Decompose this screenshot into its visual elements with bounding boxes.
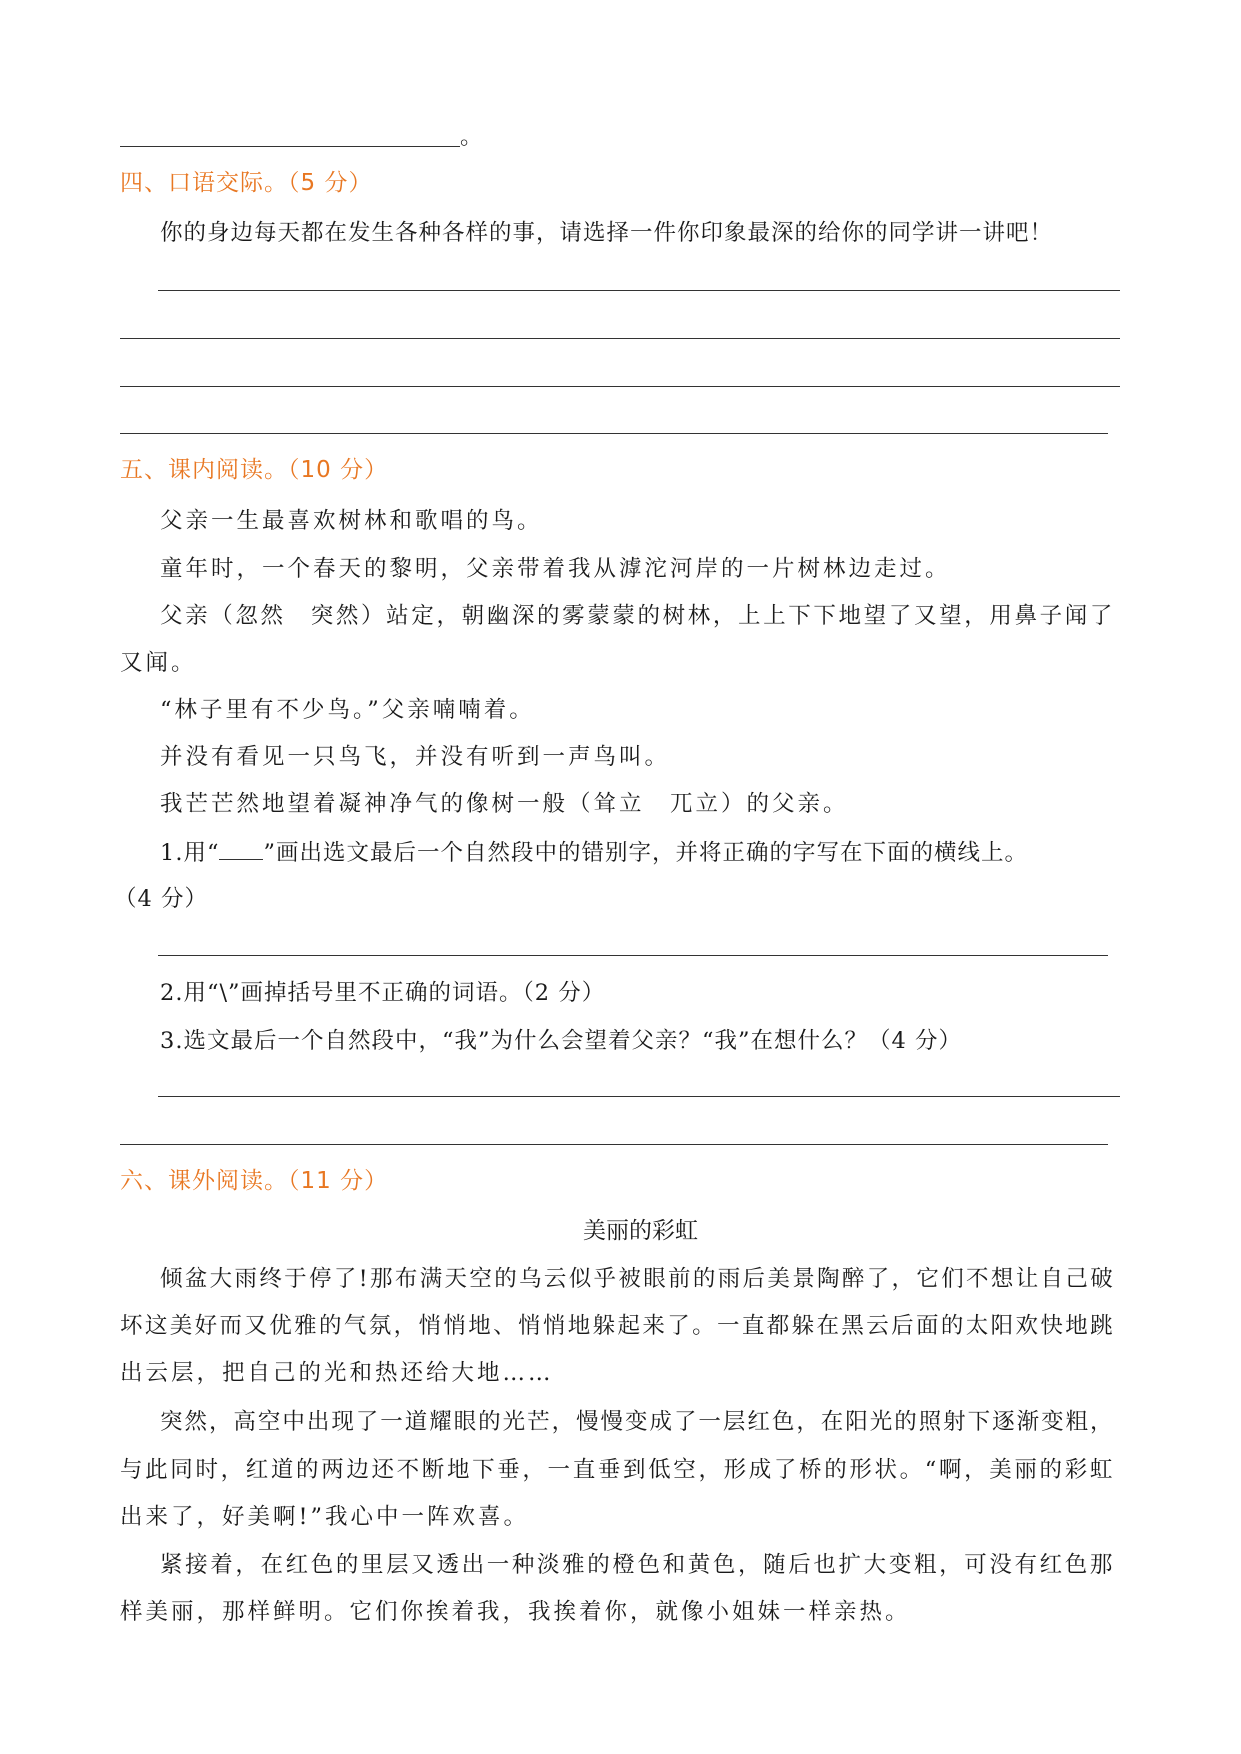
q1-score: （4 分） <box>114 886 208 912</box>
q1-blank <box>219 837 263 860</box>
q1-prefix: 1.用“ <box>160 840 220 866</box>
question-2: 2.用“\”画掉括号里不正确的词语。（2 分） <box>160 980 606 1006</box>
story-title: 美丽的彩虹 <box>583 1218 698 1244</box>
answer-line[interactable] <box>120 386 1120 387</box>
passage-line: 并没有看见一只鸟飞，并没有听到一声鸟叫。 <box>160 744 671 770</box>
section6-heading: 六、课外阅读。（11 分） <box>120 1168 389 1194</box>
section4-prompt: 你的身边每天都在发生各种各样的事，请选择一件你印象最深的给你的同学讲一讲吧！ <box>160 220 1054 246</box>
answer-line[interactable] <box>120 146 460 147</box>
passage-line: 父亲一生最喜欢树林和歌唱的鸟。 <box>160 508 543 534</box>
answer-line[interactable] <box>158 1096 1120 1097</box>
story-line: 倾盆大雨终于停了!那布满天空的乌云似乎被眼前的雨后美景陶醉了，它们不想让自己破 <box>160 1266 1116 1292</box>
passage-line: 我芒芒然地望着凝神净气的像树一般（耸立 兀立）的父亲。 <box>160 791 849 817</box>
passage-line: 父亲（忽然 突然）站定，朝幽深的雾蒙蒙的树林，上上下下地望了又望，用鼻子闻了 <box>160 603 1116 629</box>
passage-line: “林子里有不少鸟。”父亲喃喃着。 <box>160 697 535 723</box>
story-line: 样美丽，那样鲜明。它们你挨着我，我挨着你，就像小姐妹一样亲热。 <box>120 1599 911 1625</box>
section5-heading: 五、课内阅读。（10 分） <box>120 457 389 483</box>
q1-suffix: ”画出选文最后一个自然段中的错别字，并将正确的字写在下面的横线上。 <box>263 840 1028 866</box>
passage-line: 又闻。 <box>120 650 197 676</box>
answer-line[interactable] <box>158 955 1108 956</box>
story-line: 出云层，把自己的光和热还给大地…… <box>120 1360 554 1386</box>
section4-heading: 四、口语交际。（5 分） <box>120 170 373 196</box>
story-line: 突然，高空中出现了一道耀眼的光芒，慢慢变成了一层红色，在阳光的照射下逐渐变粗， <box>160 1409 1115 1435</box>
story-line: 紧接着，在红色的里层又透出一种淡雅的橙色和黄色，随后也扩大变粗，可没有红色那 <box>160 1552 1116 1578</box>
passage-line: 童年时，一个春天的黎明，父亲带着我从滹沱河岸的一片树林边走过。 <box>160 556 951 582</box>
answer-line[interactable] <box>158 290 1120 291</box>
question-1 <box>160 837 1028 868</box>
answer-line[interactable] <box>120 1144 1108 1145</box>
answer-line[interactable] <box>120 338 1120 339</box>
answer-line[interactable] <box>120 433 1108 434</box>
end-mark: 。 <box>460 124 484 150</box>
story-line: 出来了，好美啊!”我心中一阵欢喜。 <box>120 1504 530 1530</box>
story-line: 坏这美好而又优雅的气氛，悄悄地、悄悄地躲起来了。一直都躲在黑云后面的太阳欢快地跳 <box>120 1313 1116 1339</box>
story-line: 与此同时，红道的两边还不断地下垂，一直垂到低空，形成了桥的形状。“啊，美丽的彩虹 <box>120 1457 1116 1483</box>
question-3: 3.选文最后一个自然段中，“我”为什么会望着父亲？“我”在想什么？（4 分） <box>160 1028 962 1054</box>
